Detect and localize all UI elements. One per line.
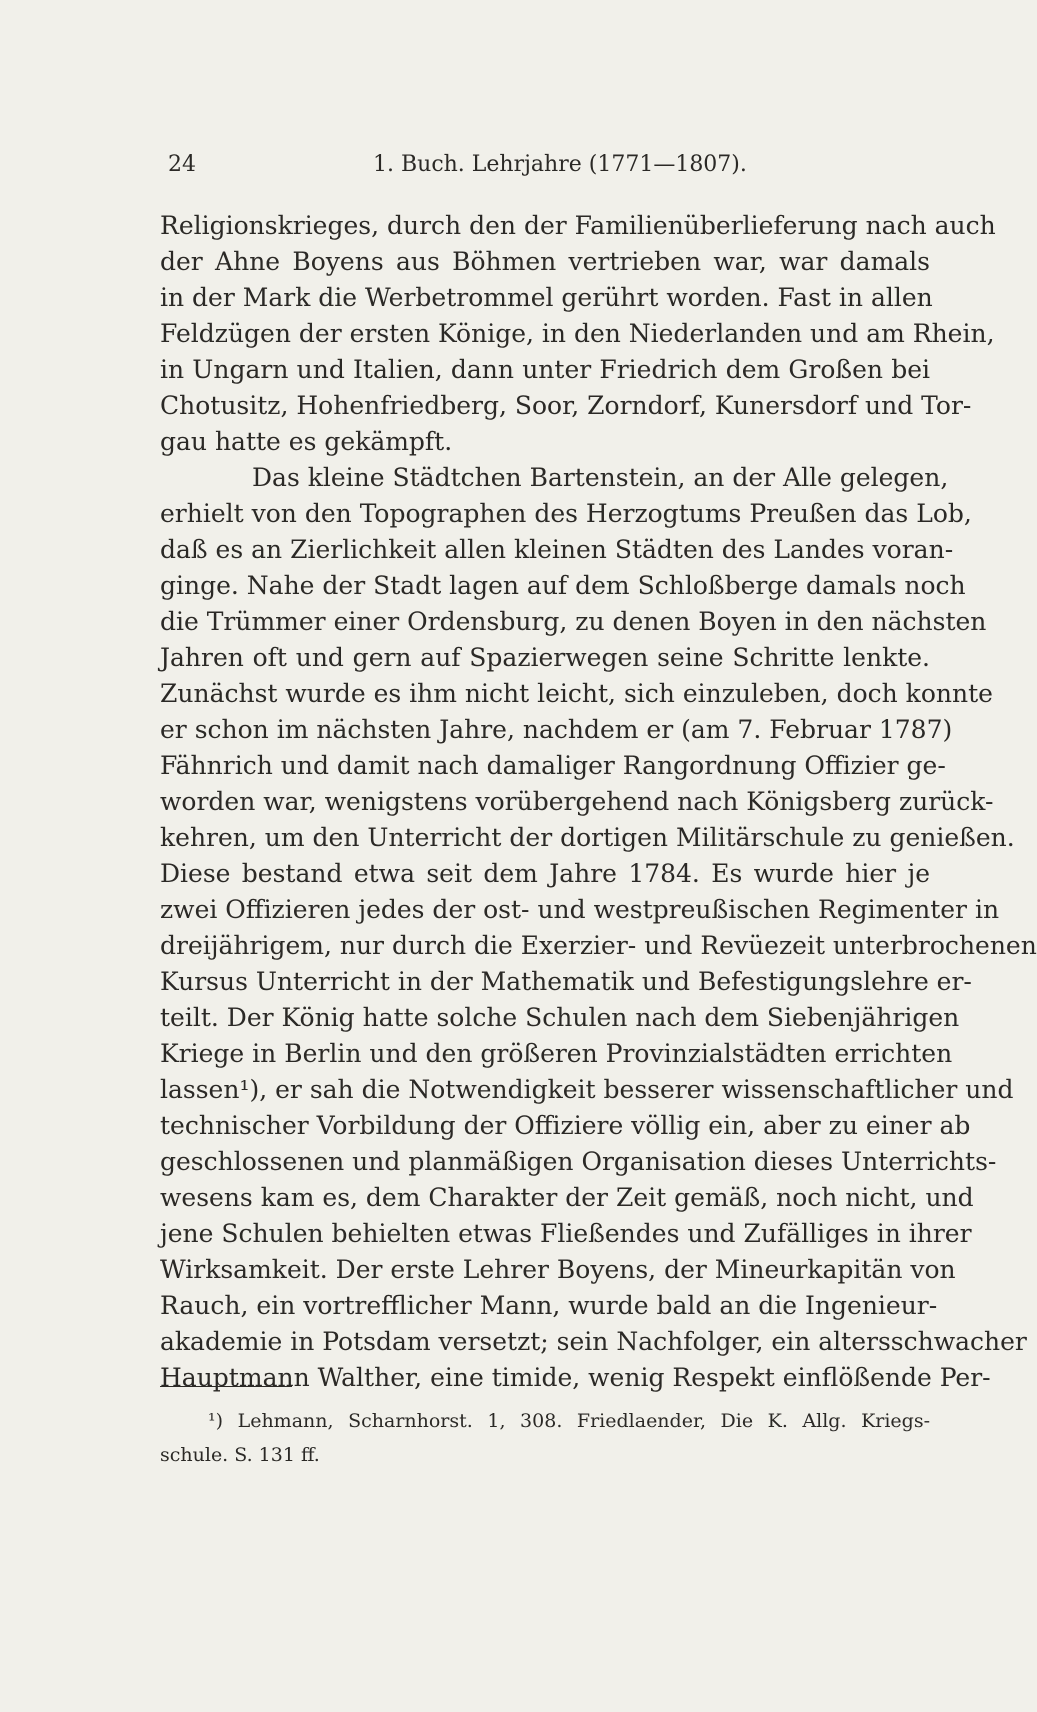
text-line: erhielt von den Topographen des Herzogtums Preußen das Lob, (160, 499, 972, 528)
footnote-line: ¹) Lehmann, Scharnhorst. 1, 308. Friedlaender, Die K. Allg. Kriegs- (208, 1410, 930, 1432)
text-line: Feldzügen der ersten Könige, in den Niederlanden und am Rhein, (160, 319, 995, 348)
page-number: 24 (168, 152, 196, 177)
footnote (160, 1404, 930, 1472)
text-line: gau hatte es gekämpft. (160, 427, 453, 456)
text-line: Zunächst wurde es ihm nicht leicht, sich einzuleben, doch konnte (160, 679, 993, 708)
text-line: Wirksamkeit. Der erste Lehrer Boyens, der Mineurkapitän von (160, 1255, 956, 1284)
text-line: Das kleine Städtchen Bartenstein, an der Alle gelegen, (252, 463, 949, 492)
text-line: Rauch, ein vortrefflicher Mann, wurde bald an die Ingenieur- (160, 1291, 938, 1320)
text-line: der Ahne Boyens aus Böhmen vertrieben war, war damals (160, 247, 930, 276)
text-line: Jahren oft und gern auf Spazierwegen seine Schritte lenkte. (160, 643, 930, 672)
text-line: Diese bestand etwa seit dem Jahre 1784. Es wurde hier je (160, 859, 930, 888)
text-line: worden war, wenigstens vorübergehend nach Königsberg zurück- (160, 787, 994, 816)
text-line: die Trümmer einer Ordensburg, zu denen Boyen in den nächsten (160, 607, 987, 636)
text-line: Kursus Unterricht in der Mathematik und Befestigungslehre er- (160, 967, 972, 996)
text-line: in Ungarn und Italien, dann unter Friedrich dem Großen bei (160, 355, 930, 384)
text-line: wesens kam es, dem Charakter der Zeit gemäß, noch nicht, und (160, 1183, 974, 1212)
body-text (160, 208, 1037, 1396)
text-line: Religionskrieges, durch den der Familienüberlieferung nach auch (160, 211, 996, 240)
text-line: Kriege in Berlin und den größeren Provinzialstädten errichten (160, 1039, 953, 1068)
text-line: dreijährigem, nur durch die Exerzier- und Revüezeit unterbrochenen (160, 931, 1037, 960)
text-line: er schon im nächsten Jahre, nachdem er (am 7. Februar 1787) (160, 715, 953, 744)
text-line: zwei Offizieren jedes der ost- und westpreußischen Regimenter in (160, 895, 1000, 924)
text-line: ginge. Nahe der Stadt lagen auf dem Schloßberge damals noch (160, 571, 966, 600)
text-line: lassen¹), er sah die Notwendigkeit besserer wissenschaftlicher und (160, 1075, 1014, 1104)
text-line: daß es an Zierlichkeit allen kleinen Städten des Landes voran- (160, 535, 954, 564)
text-line: teilt. Der König hatte solche Schulen nach dem Siebenjährigen (160, 1003, 960, 1032)
text-line: geschlossenen und planmäßigen Organisation dieses Unterrichts- (160, 1147, 997, 1176)
text-line: akademie in Potsdam versetzt; sein Nachfolger, ein altersschwacher (160, 1327, 1027, 1356)
text-line: jene Schulen behielten etwas Fließendes und Zufälliges in ihrer (160, 1219, 972, 1248)
text-line: technischer Vorbildung der Offiziere völlig ein, aber zu einer ab (160, 1111, 971, 1140)
footnote-rule (160, 1386, 292, 1387)
text-line: kehren, um den Unterricht der dortigen Militärschule zu genießen. (160, 823, 1015, 852)
running-title: 1. Buch. Lehrjahre (1771—1807). (373, 152, 747, 177)
text-line: Hauptmann Walther, eine timide, wenig Respekt einflößende Per- (160, 1363, 991, 1392)
text-line: Chotusitz, Hohenfriedberg, Soor, Zorndorf, Kunersdorf und Tor- (160, 391, 972, 420)
footnote-line: schule. S. 131 ff. (160, 1444, 320, 1466)
text-line: in der Mark die Werbetrommel gerührt worden. Fast in allen (160, 283, 933, 312)
text-line: Fähnrich und damit nach damaliger Rangordnung Offizier ge- (160, 751, 946, 780)
